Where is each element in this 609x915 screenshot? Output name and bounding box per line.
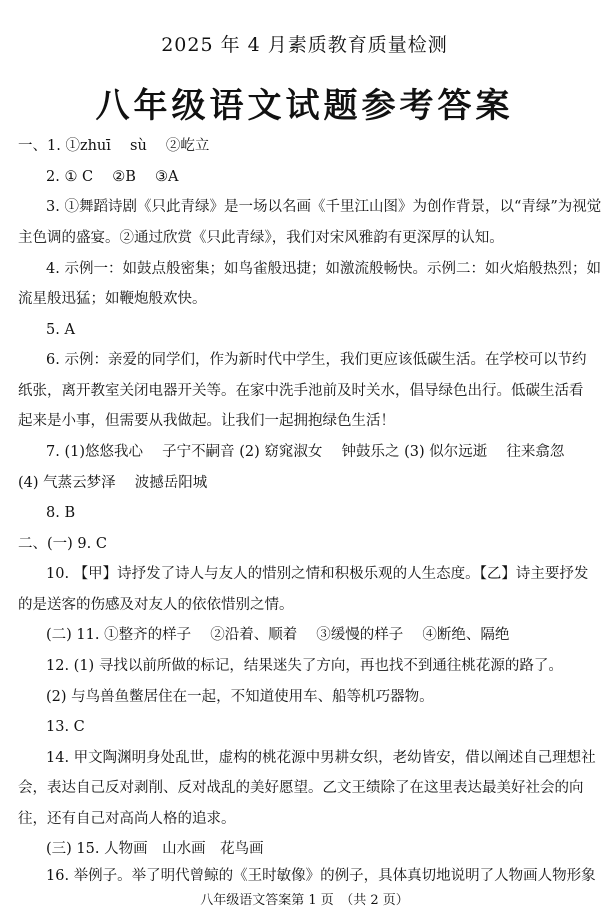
answer-line: 2. ① C ②B ③A xyxy=(46,169,179,185)
answer-line: 3. ①舞蹈诗剧《只此青绿》是一场以名画《千里江山图》为创作背景，以“青绿”为视觉 xyxy=(46,199,602,215)
answer-line: 5. A xyxy=(46,322,75,338)
answer-line: 8. B xyxy=(46,505,76,521)
answer-line: 7. (1)悠悠我心 子宁不嗣音 (2) 窈窕淑女 钟鼓乐之 (3) 似尔远逝 往来翕忽 xyxy=(46,444,565,460)
answer-line: 二、(一) 9. C xyxy=(18,536,107,552)
answer-line: 起来是小事，但需要从我做起。让我们一起拥抱绿色生活！ xyxy=(18,413,395,429)
exam-title: 2025 年 4 月素质教育质量检测 xyxy=(161,34,448,56)
answer-line: 16. 举例子。举了明代曾鲸的《王时敏像》的例子，具体真切地说明了人物画人物形象 xyxy=(46,868,596,884)
answer-line: 6. 示例：亲爱的同学们，作为新时代中学生，我们更应该低碳生活。在学校可以节约 xyxy=(46,352,587,368)
answer-line: 10. 【甲】诗抒发了诗人与友人的惜别之情和积极乐观的人生态度。【乙】诗主要抒发 xyxy=(46,566,589,582)
answer-line: 14. 甲文陶渊明身处乱世，虚构的桃花源中男耕女织，老幼皆安，借以阐述自己理想社 xyxy=(46,750,596,766)
answer-line: 纸张，离开教室关闭电器开关等。在家中洗手池前及时关水，倡导绿色出行。低碳生活看 xyxy=(18,383,584,399)
answer-line: (2) 与鸟兽鱼鳖居住在一起，不知道使用车、船等机巧器物。 xyxy=(46,689,434,705)
answer-line: 的是送客的伤感及对友人的依依惜别之情。 xyxy=(18,597,294,613)
page-footer: 八年级语文答案第 1 页 （共 2 页） xyxy=(200,893,409,908)
answer-line: 流星般迅猛；如鞭炮般欢快。 xyxy=(18,291,207,307)
answer-line: 往，还有自己对高尚人格的追求。 xyxy=(18,811,236,827)
answer-line: 会，表达自己反对剥削、反对战乱的美好愿望。乙文王绩除了在这里表达最美好社会的向 xyxy=(18,780,584,796)
answer-line: 一、1. ①zhuī sù ②屹立 xyxy=(18,138,210,154)
answer-line: (4) 气蒸云梦泽 波撼岳阳城 xyxy=(18,475,208,491)
answer-line: 12. (1) 寻找以前所做的标记，结果迷失了方向，再也找不到通往桃花源的路了。 xyxy=(46,658,563,674)
document-title: 八年级语文试题参考答案 xyxy=(95,86,514,126)
answer-line: (二) 11. ①整齐的样子 ②沿着、顺着 ③缓慢的样子 ④断绝、隔绝 xyxy=(46,627,510,643)
answer-line: 13. C xyxy=(46,719,85,735)
answer-line: 主色调的盛宴。②通过欣赏《只此青绿》，我们对宋风雅韵有更深厚的认知。 xyxy=(18,230,504,246)
answer-line: (三) 15. 人物画 山水画 花鸟画 xyxy=(46,841,264,857)
answer-line: 4. 示例一：如鼓点般密集；如鸟雀般迅捷；如激流般畅快。示例二：如火焰般热烈；如 xyxy=(46,261,601,277)
